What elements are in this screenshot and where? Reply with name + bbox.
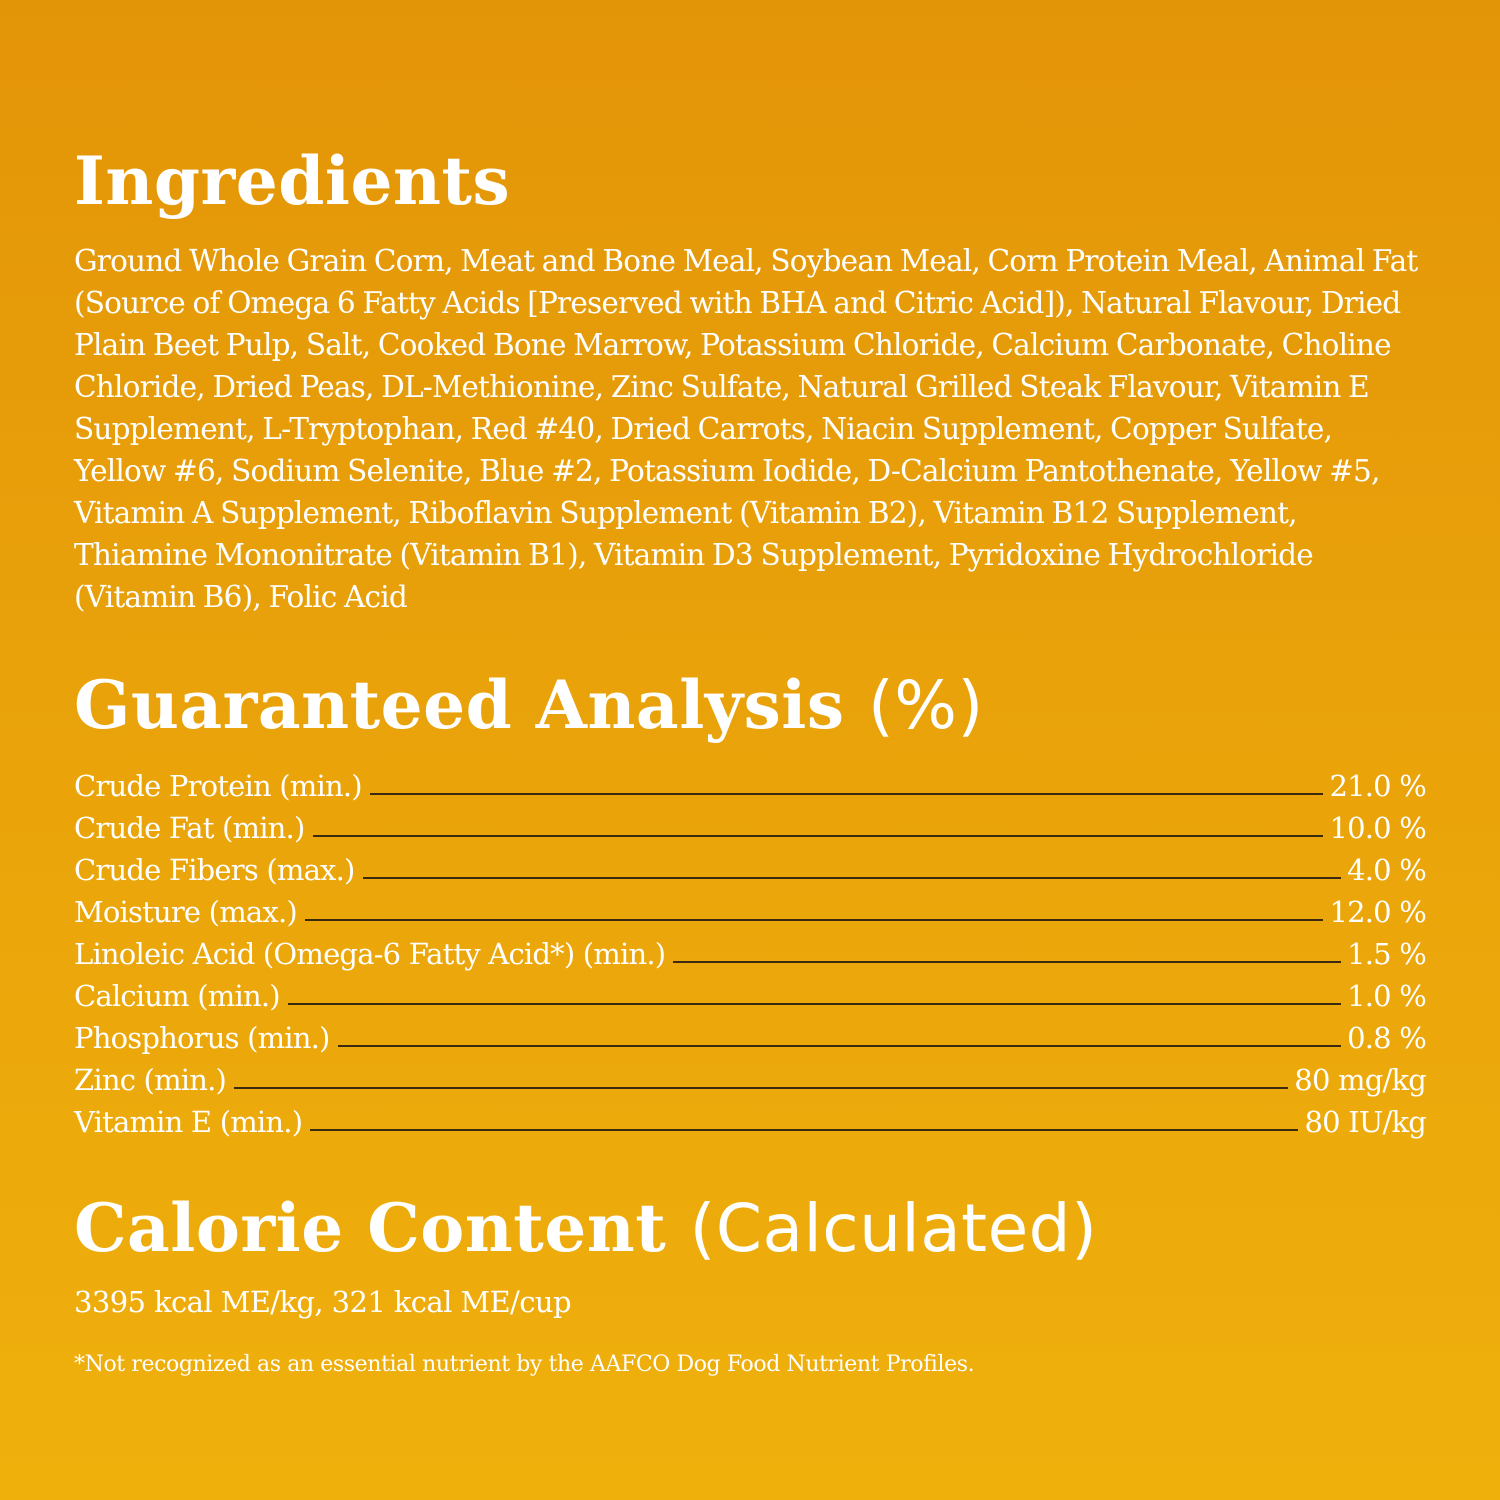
guaranteed-analysis-heading	[74, 666, 984, 744]
leader-line	[673, 961, 1341, 963]
analysis-row-label: Crude Protein (min.)	[74, 769, 362, 803]
analysis-row	[74, 930, 1426, 972]
analysis-row-value: 80 IU/kg	[1304, 1105, 1426, 1139]
analysis-row-value: 12.0 %	[1329, 895, 1426, 929]
leader-line	[370, 793, 1324, 795]
analysis-row-label: Vitamin E (min.)	[74, 1105, 303, 1139]
footnote: *Not recognized as an essential nutrient by the AAFCO Dog Food Nutrient Profiles.	[74, 1352, 975, 1377]
calorie-content-heading	[74, 1189, 1098, 1267]
guaranteed-analysis-table	[74, 762, 1426, 1140]
analysis-row-label: Crude Fibers (max.)	[74, 853, 355, 887]
leader-line	[310, 1129, 1298, 1131]
calorie-content-value: 3395 kcal ME/kg, 321 kcal ME/cup	[74, 1285, 571, 1319]
ingredients-heading	[74, 142, 511, 220]
leader-line	[288, 1003, 1341, 1005]
analysis-row-value: 10.0 %	[1329, 811, 1426, 845]
analysis-row-label: Moisture (max.)	[74, 895, 297, 929]
analysis-row-label: Phosphorus (min.)	[74, 1021, 330, 1055]
analysis-row-label: Linoleic Acid (Omega-6 Fatty Acid*) (min.)	[74, 937, 666, 971]
analysis-row-value: 1.0 %	[1347, 979, 1426, 1013]
analysis-row-value: 80 mg/kg	[1294, 1063, 1426, 1097]
analysis-row	[74, 762, 1426, 804]
calorie-content-heading-qualifier: (Calculated)	[689, 1190, 1098, 1267]
analysis-row	[74, 1056, 1426, 1098]
analysis-row-label: Zinc (min.)	[74, 1063, 227, 1097]
leader-line	[313, 835, 1324, 837]
leader-line	[234, 1087, 1288, 1089]
analysis-row	[74, 804, 1426, 846]
analysis-row-value: 4.0 %	[1347, 853, 1426, 887]
analysis-row	[74, 846, 1426, 888]
leader-line	[338, 1045, 1342, 1047]
leader-line	[305, 919, 1324, 921]
ingredients-list: Ground Whole Grain Corn, Meat and Bone Meal, Soybean Meal, Corn Protein Meal, Animal Fat (Source of Omega 6 Fatty Acids [Preserved with BHA and Citric Acid]), Natural Flavour, Dried Plain Beet Pulp, Salt, Cooked Bone Marrow, Potassium Chloride, Calcium Carbonate, Choline Chloride, Dried Peas, DL-Methionine, Zinc Sulfate, Natural Grilled Steak Flavour, Vitamin E Supplement, L-Tryptophan, Red #40, Dried Carrots, Niacin Supplement, Copper Sulfate, Yellow #6, Sodium Selenite, Blue #2, Potassium Iodide, D-Calcium Pantothenate, Yellow #5, Vitamin A Supplement, Riboflavin Supplement (Vitamin B2), Vitamin B12 Supplement, Thiamine Mononitrate (Vitamin B1), Vitamin D3 Supplement, Pyridoxine Hydrochloride (Vitamin B6), Folic Acid	[74, 244, 1418, 614]
guaranteed-analysis-heading-unit: (%)	[867, 667, 984, 744]
analysis-row	[74, 888, 1426, 930]
ingredients-heading-text: Ingredients	[74, 142, 511, 220]
analysis-row-label: Crude Fat (min.)	[74, 811, 305, 845]
analysis-row-value: 21.0 %	[1329, 769, 1426, 803]
analysis-row-value: 0.8 %	[1347, 1021, 1426, 1055]
calorie-content-heading-bold: Calorie Content	[74, 1189, 667, 1267]
analysis-row-label: Calcium (min.)	[74, 979, 280, 1013]
leader-line	[363, 877, 1342, 879]
analysis-row	[74, 972, 1426, 1014]
guaranteed-analysis-heading-bold: Guaranteed Analysis	[74, 666, 845, 744]
analysis-row	[74, 1098, 1426, 1140]
analysis-row-value: 1.5 %	[1347, 937, 1426, 971]
analysis-row	[74, 1014, 1426, 1056]
